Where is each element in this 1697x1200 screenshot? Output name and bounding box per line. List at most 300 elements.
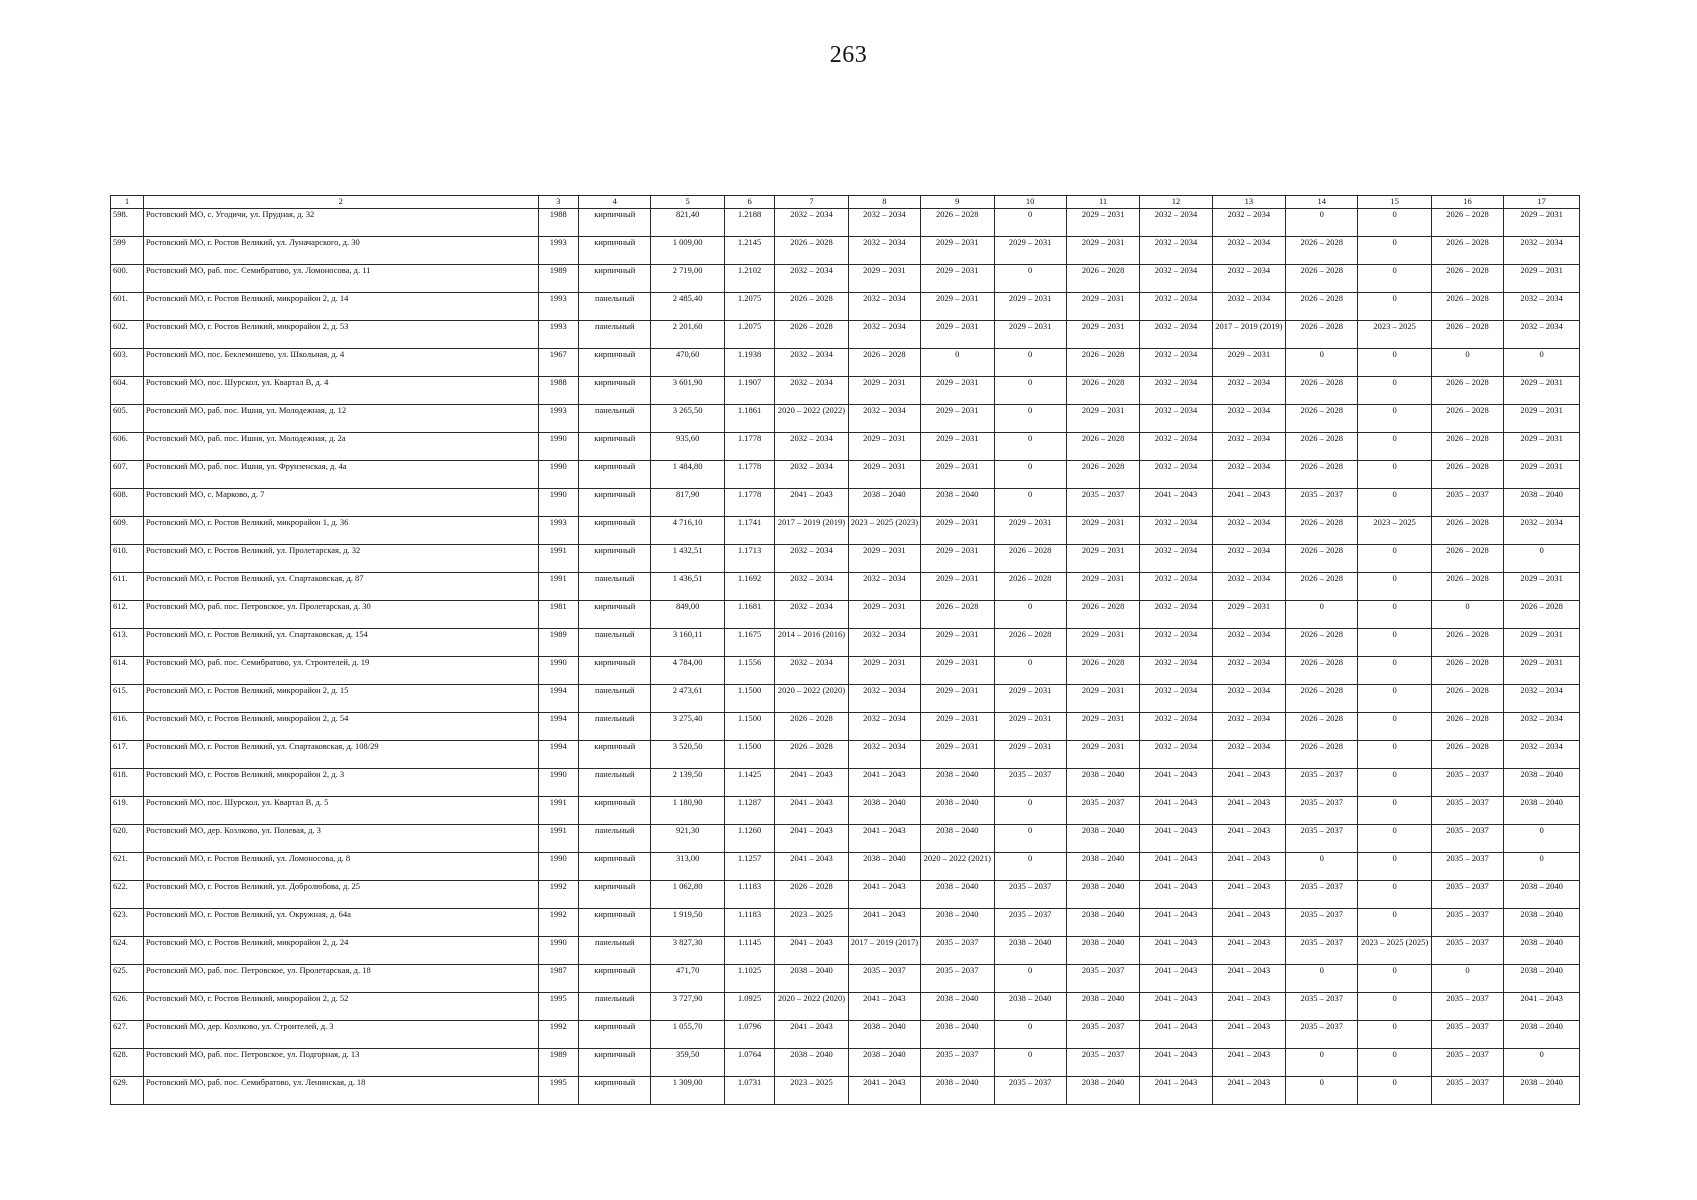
data-cell: 2035 – 2037 [1431,769,1503,797]
data-cell: 2026 – 2028 [1286,293,1358,321]
address-cell: Ростовский МО, г. Ростов Великий, ул. Добролюбова, д. 25 [143,881,538,909]
data-cell: 3 275,40 [651,713,724,741]
data-cell: 2032 – 2034 [1140,601,1212,629]
data-cell: панельный [579,713,651,741]
table-row [111,377,1580,405]
row-number-cell: 606. [111,433,144,461]
data-cell: 2026 – 2028 [1431,405,1503,433]
column-number: 11 [1066,196,1139,209]
data-cell: кирпичный [579,377,651,405]
data-cell: 0 [994,209,1066,237]
data-cell: 2032 – 2034 [775,657,848,685]
data-cell: 1.1500 [724,685,774,713]
data-cell: 2035 – 2037 [1431,489,1503,517]
address-cell: Ростовский МО, с. Марково, д. 7 [143,489,538,517]
data-cell: 1.1145 [724,937,774,965]
data-cell: 2038 – 2040 [848,1021,920,1049]
data-cell: 2026 – 2028 [921,601,994,629]
data-cell: 2026 – 2028 [1066,377,1139,405]
data-cell: кирпичный [579,433,651,461]
address-cell: Ростовский МО, раб. пос. Петровское, ул. Подгорная, д. 13 [143,1049,538,1077]
address-cell: Ростовский МО, пос. Беклемишево, ул. Школьная, д. 4 [143,349,538,377]
data-cell: 2041 – 2043 [1140,1049,1212,1077]
column-number: 15 [1358,196,1431,209]
data-cell: 2026 – 2028 [1431,209,1503,237]
data-cell: 0 [1358,1021,1431,1049]
data-cell: 2032 – 2034 [775,573,848,601]
data-cell: 2029 – 2031 [994,713,1066,741]
table-row [111,573,1580,601]
data-cell: 0 [1286,853,1358,881]
data-cell: 2032 – 2034 [1140,573,1212,601]
data-cell: 0 [1358,853,1431,881]
data-cell: 0 [1358,797,1431,825]
data-cell: 2032 – 2034 [775,265,848,293]
data-cell: 2041 – 2043 [1212,1077,1285,1105]
data-cell: 1995 [538,1077,579,1105]
data-cell: 2038 – 2040 [1066,993,1139,1021]
data-cell: 2032 – 2034 [1140,405,1212,433]
data-cell: 2029 – 2031 [1066,209,1139,237]
address-cell: Ростовский МО, г. Ростов Великий, ул. Луначарского, д. 30 [143,237,538,265]
data-cell: 1.1556 [724,657,774,685]
data-cell: 0 [1358,237,1431,265]
data-cell: 0 [1358,1077,1431,1105]
data-cell: 2029 – 2031 [921,713,994,741]
data-cell: 2035 – 2037 [994,769,1066,797]
data-cell: 2026 – 2028 [1431,573,1503,601]
data-cell: 2026 – 2028 [1431,433,1503,461]
data-cell: 2038 – 2040 [1504,881,1580,909]
data-cell: 2032 – 2034 [1212,405,1285,433]
data-cell: кирпичный [579,517,651,545]
data-cell: 849,00 [651,601,724,629]
table-row [111,965,1580,993]
table-row [111,433,1580,461]
data-cell: 2 719,00 [651,265,724,293]
data-cell: 2029 – 2031 [848,461,920,489]
data-cell: 2029 – 2031 [1504,377,1580,405]
data-cell: 2038 – 2040 [1066,909,1139,937]
data-cell: 1.0925 [724,993,774,1021]
data-cell: 0 [1504,545,1580,573]
data-cell: 2029 – 2031 [848,657,920,685]
column-number: 12 [1140,196,1212,209]
data-cell: 1.1778 [724,461,774,489]
address-cell: Ростовский МО, раб. пос. Ишня, ул. Молодежная, д. 12 [143,405,538,433]
data-cell: 2041 – 2043 [1140,965,1212,993]
table-row [111,293,1580,321]
data-cell: 1.1025 [724,965,774,993]
data-cell: кирпичный [579,741,651,769]
data-cell: 3 827,30 [651,937,724,965]
row-number-cell: 612. [111,601,144,629]
data-cell: 2023 – 2025 [775,909,848,937]
table-row [111,657,1580,685]
data-cell: 2029 – 2031 [1504,461,1580,489]
data-cell: 2032 – 2034 [1504,685,1580,713]
data-cell: кирпичный [579,237,651,265]
data-cell: 2029 – 2031 [1504,657,1580,685]
data-cell: кирпичный [579,601,651,629]
column-number: 9 [921,196,994,209]
data-cell: 1981 [538,601,579,629]
data-cell: 2041 – 2043 [1140,853,1212,881]
data-cell: кирпичный [579,1049,651,1077]
data-cell: 2029 – 2031 [921,573,994,601]
data-cell: 2035 – 2037 [1286,797,1358,825]
column-number: 17 [1504,196,1580,209]
data-cell: 2026 – 2028 [1431,713,1503,741]
data-cell: 2026 – 2028 [1431,265,1503,293]
data-cell: 2041 – 2043 [1212,909,1285,937]
data-cell: 2023 – 2025 (2023) [848,517,920,545]
data-cell: 1.1257 [724,853,774,881]
data-cell: 0 [1286,965,1358,993]
data-cell: 2029 – 2031 [921,545,994,573]
data-cell: 0 [1358,629,1431,657]
data-cell: 2029 – 2031 [921,629,994,657]
data-cell: 2035 – 2037 [921,1049,994,1077]
data-cell: 1.1692 [724,573,774,601]
data-cell: 2032 – 2034 [1212,377,1285,405]
data-cell: 2026 – 2028 [994,629,1066,657]
data-cell: 2032 – 2034 [775,377,848,405]
data-cell: 2026 – 2028 [1286,685,1358,713]
table-row [111,349,1580,377]
row-number-cell: 622. [111,881,144,909]
row-number-cell: 601. [111,293,144,321]
data-cell: 2035 – 2037 [1431,909,1503,937]
data-cell: 2026 – 2028 [1066,657,1139,685]
data-cell: 2032 – 2034 [848,741,920,769]
data-cell: 3 265,50 [651,405,724,433]
data-cell: 2029 – 2031 [1504,405,1580,433]
data-cell: 2041 – 2043 [1140,769,1212,797]
data-cell: 2035 – 2037 [1286,489,1358,517]
data-cell: 1989 [538,265,579,293]
data-cell: кирпичный [579,1021,651,1049]
data-cell: 2026 – 2028 [1066,265,1139,293]
table-row [111,769,1580,797]
data-cell: панельный [579,769,651,797]
data-cell: 2041 – 2043 [1212,769,1285,797]
data-cell: 1.1183 [724,909,774,937]
data-cell: 2032 – 2034 [1504,517,1580,545]
data-cell: 1993 [538,237,579,265]
table-row [111,461,1580,489]
data-cell: 2023 – 2025 [1358,517,1431,545]
address-cell: Ростовский МО, с. Угодичи, ул. Прудная, д. 32 [143,209,538,237]
data-cell: 2029 – 2031 [1504,265,1580,293]
data-cell: 2038 – 2040 [921,489,994,517]
table-row [111,741,1580,769]
data-cell: 0 [1358,601,1431,629]
row-number-cell: 629. [111,1077,144,1105]
row-number-cell: 605. [111,405,144,433]
data-cell: 0 [994,349,1066,377]
data-cell: 2026 – 2028 [1431,741,1503,769]
data-cell: 2032 – 2034 [848,629,920,657]
data-cell: 2032 – 2034 [1212,237,1285,265]
data-cell: 0 [1286,601,1358,629]
data-cell: 1990 [538,433,579,461]
data-cell: 1988 [538,377,579,405]
row-number-cell: 626. [111,993,144,1021]
data-cell: 1 436,51 [651,573,724,601]
data-cell: 0 [994,461,1066,489]
data-cell: 2029 – 2031 [1212,601,1285,629]
address-cell: Ростовский МО, г. Ростов Великий, ул. Спартаковская, д. 154 [143,629,538,657]
data-cell: 2032 – 2034 [1504,321,1580,349]
table-row [111,517,1580,545]
data-cell: 2029 – 2031 [848,433,920,461]
data-cell: 2035 – 2037 [921,965,994,993]
data-cell: 2035 – 2037 [1431,853,1503,881]
data-cell: 1991 [538,825,579,853]
data-cell: 2041 – 2043 [775,1021,848,1049]
data-cell: 0 [1286,1049,1358,1077]
data-cell: 0 [994,853,1066,881]
data-cell: 3 160,11 [651,629,724,657]
data-cell: 2029 – 2031 [921,321,994,349]
column-number: 14 [1286,196,1358,209]
data-cell: 1.1500 [724,741,774,769]
data-cell: 2038 – 2040 [775,1049,848,1077]
data-cell: 935,60 [651,433,724,461]
data-cell: 1993 [538,517,579,545]
data-cell: 2035 – 2037 [994,1077,1066,1105]
data-cell: 2035 – 2037 [1066,1049,1139,1077]
address-cell: Ростовский МО, г. Ростов Великий, ул. Окружная, д. 64а [143,909,538,937]
data-cell: 2041 – 2043 [1140,825,1212,853]
data-cell: 2032 – 2034 [1212,293,1285,321]
address-cell: Ростовский МО, раб. пос. Ишня, ул. Фрунзенская, д. 4а [143,461,538,489]
data-cell: 2026 – 2028 [775,237,848,265]
data-cell: 2032 – 2034 [1212,685,1285,713]
data-cell: 0 [994,797,1066,825]
column-number: 6 [724,196,774,209]
data-cell: 817,90 [651,489,724,517]
address-cell: Ростовский МО, г. Ростов Великий, микрорайон 1, д. 36 [143,517,538,545]
data-cell: 2026 – 2028 [1431,545,1503,573]
data-cell: 2041 – 2043 [848,909,920,937]
data-cell: 2029 – 2031 [921,405,994,433]
data-cell: 2026 – 2028 [1286,573,1358,601]
data-cell: 2032 – 2034 [848,713,920,741]
data-cell: 2 201,60 [651,321,724,349]
data-cell: 0 [1358,405,1431,433]
data-cell: 2041 – 2043 [1212,489,1285,517]
column-number: 1 [111,196,144,209]
data-cell: 2029 – 2031 [848,265,920,293]
data-cell: 2029 – 2031 [1066,405,1139,433]
data-cell: 2032 – 2034 [848,685,920,713]
data-cell: 2041 – 2043 [1212,881,1285,909]
row-number-cell: 618. [111,769,144,797]
data-cell: 2035 – 2037 [1286,937,1358,965]
table-body [111,196,1580,1105]
data-cell: 1.2075 [724,321,774,349]
data-cell: 2029 – 2031 [1066,685,1139,713]
data-cell: 2032 – 2034 [775,601,848,629]
data-cell: 2029 – 2031 [994,685,1066,713]
data-cell: 2026 – 2028 [775,293,848,321]
data-cell: 2023 – 2025 [1358,321,1431,349]
table-row [111,489,1580,517]
data-cell: 2032 – 2034 [1140,209,1212,237]
data-cell: 2029 – 2031 [1066,545,1139,573]
table-row [111,405,1580,433]
data-cell: 1 180,90 [651,797,724,825]
data-cell: 2041 – 2043 [848,825,920,853]
data-cell: 1 919,50 [651,909,724,937]
column-number: 16 [1431,196,1503,209]
data-cell: 0 [1358,825,1431,853]
data-cell: 0 [1431,965,1503,993]
data-cell: 2026 – 2028 [1286,237,1358,265]
data-cell: 0 [1358,993,1431,1021]
data-cell: 1.1500 [724,713,774,741]
data-cell: 0 [1358,573,1431,601]
data-cell: 1.1425 [724,769,774,797]
table-row [111,601,1580,629]
data-cell: 0 [994,265,1066,293]
data-cell: 1990 [538,937,579,965]
data-cell: 0 [1358,1049,1431,1077]
data-cell: 2032 – 2034 [1140,461,1212,489]
column-number: 13 [1212,196,1285,209]
row-number-cell: 602. [111,321,144,349]
data-cell: 1.1681 [724,601,774,629]
data-cell: 470,60 [651,349,724,377]
data-cell: 2041 – 2043 [1212,853,1285,881]
address-cell: Ростовский МО, г. Ростов Великий, микрорайон 2, д. 3 [143,769,538,797]
data-cell: 2026 – 2028 [1431,657,1503,685]
data-cell: 2032 – 2034 [1140,713,1212,741]
data-cell: 2032 – 2034 [848,293,920,321]
data-cell: кирпичный [579,797,651,825]
data-cell: панельный [579,629,651,657]
data-cell: 2029 – 2031 [921,461,994,489]
data-cell: 2035 – 2037 [1431,1021,1503,1049]
data-cell: 2029 – 2031 [994,517,1066,545]
data-cell: панельный [579,321,651,349]
address-cell: Ростовский МО, раб. пос. Петровское, ул. Пролетарская, д. 30 [143,601,538,629]
table-row [111,265,1580,293]
row-number-cell: 619. [111,797,144,825]
data-cell: 2035 – 2037 [1286,825,1358,853]
data-cell: 2023 – 2025 [775,1077,848,1105]
data-cell: 2029 – 2031 [921,685,994,713]
address-cell: Ростовский МО, г. Ростов Великий, микрорайон 2, д. 52 [143,993,538,1021]
data-cell: 1.1938 [724,349,774,377]
housing-schedule-table [110,195,1580,1105]
data-cell: 2041 – 2043 [1140,881,1212,909]
data-cell: 2032 – 2034 [848,573,920,601]
data-cell: 2032 – 2034 [1504,713,1580,741]
data-cell: 2041 – 2043 [1212,937,1285,965]
data-cell: 1990 [538,461,579,489]
page-number: 263 [829,42,868,68]
row-number-cell: 614. [111,657,144,685]
data-cell: 2038 – 2040 [1066,881,1139,909]
data-cell: 1.1713 [724,545,774,573]
data-cell: 359,50 [651,1049,724,1077]
data-cell: 2032 – 2034 [775,545,848,573]
data-cell: 2029 – 2031 [848,601,920,629]
data-cell: 2026 – 2028 [1431,685,1503,713]
data-cell: 2041 – 2043 [1212,1021,1285,1049]
data-cell: 2035 – 2037 [1066,1021,1139,1049]
data-cell: 1.1741 [724,517,774,545]
table-row [111,629,1580,657]
data-cell: панельный [579,825,651,853]
data-cell: 1993 [538,293,579,321]
data-cell: 4 784,00 [651,657,724,685]
address-cell: Ростовский МО, раб. пос. Семибратово, ул. Ленинская, д. 18 [143,1077,538,1105]
row-number-cell: 598. [111,209,144,237]
row-number-cell: 628. [111,1049,144,1077]
data-cell: 0 [1358,293,1431,321]
data-cell: 1 484,80 [651,461,724,489]
address-cell: Ростовский МО, раб. пос. Семибратово, ул. Ломоносова, д. 11 [143,265,538,293]
data-cell: 2041 – 2043 [1140,1077,1212,1105]
data-cell: 2017 – 2019 (2019) [775,517,848,545]
data-cell: 2041 – 2043 [1212,1049,1285,1077]
data-cell: 0 [1358,713,1431,741]
data-cell: 0 [1358,741,1431,769]
address-cell: Ростовский МО, г. Ростов Великий, ул. Спартаковская, д. 87 [143,573,538,601]
data-cell: 2029 – 2031 [994,293,1066,321]
data-cell: 2038 – 2040 [1066,769,1139,797]
data-cell: 2032 – 2034 [1140,433,1212,461]
data-cell: 0 [994,489,1066,517]
row-number-cell: 609. [111,517,144,545]
data-cell: 471,70 [651,965,724,993]
data-cell: 1 055,70 [651,1021,724,1049]
data-cell: 3 601,90 [651,377,724,405]
data-cell: 2 485,40 [651,293,724,321]
table-row [111,685,1580,713]
row-number-cell: 623. [111,909,144,937]
data-cell: 0 [994,377,1066,405]
address-cell: Ростовский МО, дер. Козлково, ул. Строителей, д. 3 [143,1021,538,1049]
data-cell: 0 [1431,349,1503,377]
data-cell: 0 [1286,1077,1358,1105]
data-cell: 2038 – 2040 [848,853,920,881]
data-cell: 1991 [538,797,579,825]
data-cell: 2029 – 2031 [921,433,994,461]
data-cell: 1967 [538,349,579,377]
row-number-cell: 603. [111,349,144,377]
data-cell: 2035 – 2037 [1431,825,1503,853]
row-number-cell: 611. [111,573,144,601]
data-cell: 1.1675 [724,629,774,657]
data-cell: 2032 – 2034 [1212,209,1285,237]
data-cell: 2038 – 2040 [921,993,994,1021]
data-cell: 1 062,80 [651,881,724,909]
data-cell: 0 [994,965,1066,993]
table-row [111,825,1580,853]
data-cell: 4 716,10 [651,517,724,545]
data-cell: 2026 – 2028 [1286,713,1358,741]
data-cell: 2032 – 2034 [1140,657,1212,685]
data-cell: 2026 – 2028 [1431,377,1503,405]
data-cell: 2041 – 2043 [775,489,848,517]
data-cell: 2041 – 2043 [1212,965,1285,993]
address-cell: Ростовский МО, пос. Шурскол, ул. Квартал В, д. 5 [143,797,538,825]
